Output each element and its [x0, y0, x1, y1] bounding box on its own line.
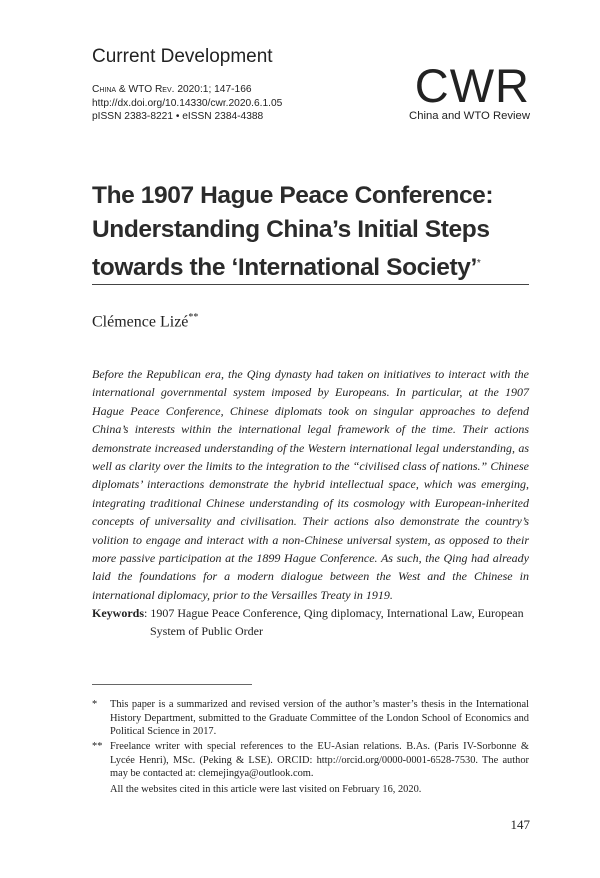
title-line: Understanding China’s Initial Steps — [92, 216, 490, 243]
footnote-mark: ** — [92, 741, 103, 752]
title-divider — [92, 284, 529, 285]
abstract: Before the Republican era, the Qing dynasty had taken on initiatives to interact with the international governmental system imposed by Europeans. In particular, at the 1907 Hague Peace Conference, Chinese diplomats took on singular approaches to defend China’s interests within the international legal framework of the time. Their actions demonstrate increased understanding of the Western international legal understanding, as well as clarity over the limits to the integration to the “civilised class of nations.” Chinese diplomats’ interactions demonstrate the hybrid intellectual space, which was emerging, integrating traditional Chinese understanding of its cosmology with European-inherited concepts of universality and civilisation. Their actions also demonstrate the country’s volition to engage and interact with a non-Chinese universal system, as opposed to their more passive participation at the 1899 Hague Conference. As such, the Qing had already laid the foundations for a modern dialogue between the West and the Chinese in international diplomacy, prior to the Versailles Treaty in 1919. — [92, 367, 529, 602]
footnote-mark: * — [92, 699, 98, 710]
keywords-list-continued: System of Public Order — [150, 624, 263, 639]
footnote-divider — [92, 684, 252, 685]
citation-metadata — [92, 83, 282, 124]
title-line: The 1907 Hague Peace Conference: — [92, 182, 494, 209]
journal-abbrev: China & WTO Rev. — [92, 84, 175, 95]
title-line: towards the ‘International Society’* — [92, 254, 481, 282]
keywords — [92, 604, 532, 641]
title-footnote-mark[interactable]: * — [476, 258, 481, 269]
keywords-list: : 1907 Hague Peace Conference, Qing diplomacy, International Law, European — [144, 606, 524, 620]
keywords-label: Keywords — [92, 606, 144, 620]
journal-citation — [92, 83, 282, 97]
journal-issue-pages: 2020:1; 147-166 — [174, 84, 252, 95]
article-title — [92, 179, 532, 285]
websites-note: All the websites cited in this article were last visited on February 16, 2020. — [110, 784, 422, 795]
doi-link[interactable]: http://dx.doi.org/10.14330/cwr.2020.6.1.05 — [92, 97, 283, 109]
journal-logo — [388, 59, 530, 122]
author-name: Clémence Lizé** — [92, 312, 199, 331]
logo-mark: CWR — [414, 59, 530, 112]
footnote — [92, 698, 529, 739]
footnote-text: This paper is a summarized and revised version of the author’s master’s thesis in the International History Department, submitted to the Graduate Committee of the London School of Economics and Political Science in 2017. — [110, 699, 529, 737]
page-number: 147 — [510, 817, 530, 832]
logo-subtitle: China and WTO Review — [409, 110, 530, 122]
author-footnote-mark[interactable]: ** — [188, 312, 199, 323]
section-label: Current Development — [92, 46, 273, 67]
footnote — [92, 740, 529, 781]
footnote-text: Freelance writer with special references to the EU-Asian relations. B.As. (Paris IV-Sorbonne & Lycée Henri), MSc. (Peking & LSE). ORCID: http://orcid.org/0000-0001-6528-7530. The author may be contacted at: clemejingya@outlook.com. — [110, 741, 529, 779]
issn: pISSN 2383-8221 • eISSN 2384-4388 — [92, 111, 264, 122]
